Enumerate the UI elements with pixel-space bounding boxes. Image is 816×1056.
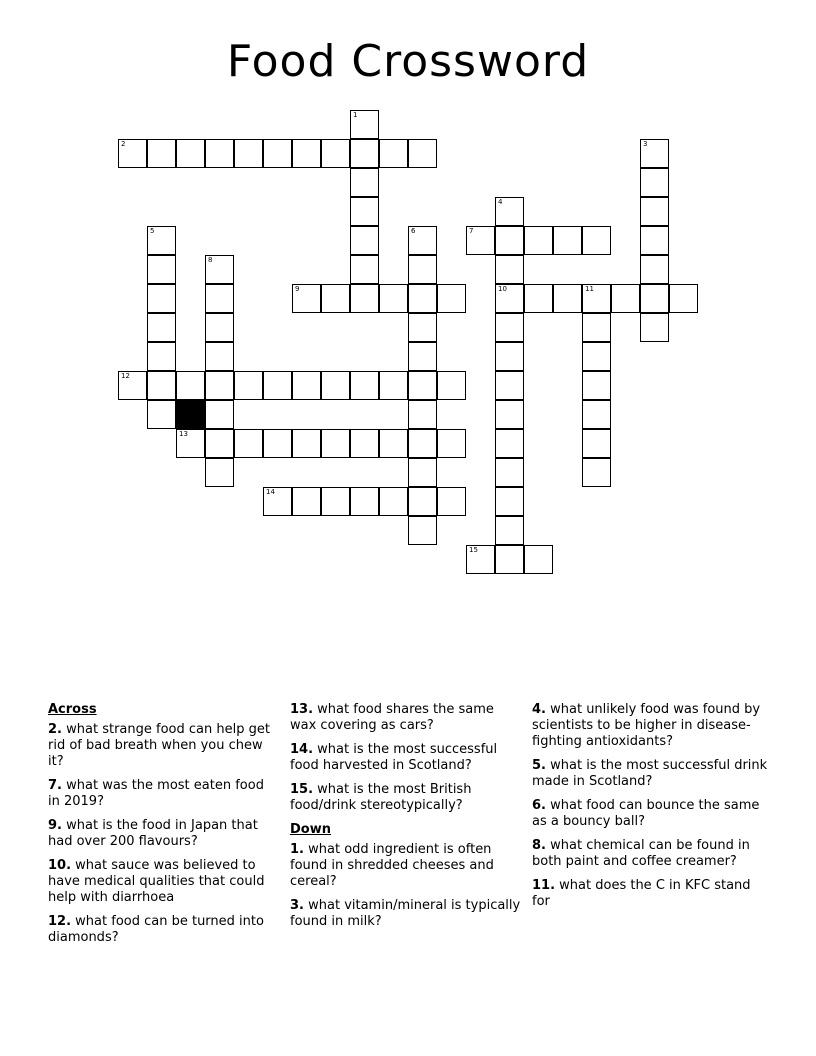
- crossword-cell[interactable]: [640, 284, 669, 313]
- clue-across-2: 2. what strange food can help get rid of bad breath when you chew it?: [48, 722, 270, 769]
- crossword-cell[interactable]: [408, 400, 437, 429]
- clue-number: 13: [179, 430, 188, 438]
- clue-across-14: 14. what is the most successful food harvested in Scotland?: [290, 742, 498, 773]
- clue-down-1: 1. what odd ingredient is often found in shredded cheeses and cereal?: [290, 842, 494, 889]
- crossword-cell[interactable]: [495, 255, 524, 284]
- crossword-cell[interactable]: [408, 313, 437, 342]
- crossword-cell[interactable]: [263, 487, 292, 516]
- crossword-cell[interactable]: [437, 284, 466, 313]
- crossword-cell[interactable]: [205, 371, 234, 400]
- crossword-cell[interactable]: [205, 255, 234, 284]
- down-heading: Down: [290, 822, 331, 837]
- crossword-cell[interactable]: [495, 516, 524, 545]
- crossword-cell[interactable]: [292, 284, 321, 313]
- crossword-cell[interactable]: [408, 487, 437, 516]
- crossword-cell[interactable]: [379, 139, 408, 168]
- crossword-cell[interactable]: [495, 429, 524, 458]
- clue-number: 11: [585, 285, 594, 293]
- clue-number: 14: [266, 488, 275, 496]
- crossword-cell[interactable]: [234, 139, 263, 168]
- crossword-cell[interactable]: [640, 226, 669, 255]
- across-heading: Across: [48, 702, 97, 717]
- clue-number: 10: [498, 285, 507, 293]
- crossword-cell[interactable]: [582, 284, 611, 313]
- crossword-cell[interactable]: [263, 371, 292, 400]
- crossword-cell[interactable]: [147, 226, 176, 255]
- crossword-cell[interactable]: [350, 226, 379, 255]
- clue-number: 7: [469, 227, 474, 235]
- crossword-cell[interactable]: [205, 400, 234, 429]
- crossword-cell[interactable]: [611, 284, 640, 313]
- crossword-cell[interactable]: [582, 429, 611, 458]
- crossword-cell[interactable]: [234, 429, 263, 458]
- crossword-cell[interactable]: [147, 139, 176, 168]
- crossword-cell[interactable]: [147, 255, 176, 284]
- crossword-cell[interactable]: [292, 487, 321, 516]
- crossword-cell[interactable]: [640, 255, 669, 284]
- crossword-cell[interactable]: [176, 139, 205, 168]
- crossword-cell[interactable]: [408, 371, 437, 400]
- crossword-cell[interactable]: [408, 516, 437, 545]
- crossword-cell[interactable]: [408, 255, 437, 284]
- clue-number: 15: [469, 546, 478, 554]
- clue-across-12: 12. what food can be turned into diamonds?: [48, 914, 264, 945]
- crossword-cell[interactable]: [582, 371, 611, 400]
- clue-number: 12: [121, 372, 130, 380]
- crossword-cell[interactable]: [234, 371, 263, 400]
- crossword-cell[interactable]: [408, 342, 437, 371]
- crossword-cell[interactable]: [379, 371, 408, 400]
- crossword-cell[interactable]: [176, 429, 205, 458]
- crossword-cell[interactable]: [118, 371, 147, 400]
- crossword-cell[interactable]: [466, 545, 495, 574]
- crossword-cell[interactable]: [669, 284, 698, 313]
- clue-across-10: 10. what sauce was believed to have medical qualities that could help with diarrhoea: [48, 858, 265, 905]
- clue-number: 3: [643, 140, 648, 148]
- crossword-cell[interactable]: [495, 284, 524, 313]
- crossword-cell[interactable]: [553, 284, 582, 313]
- crossword-cell[interactable]: [176, 371, 205, 400]
- crossword-cell[interactable]: [495, 371, 524, 400]
- crossword-cell[interactable]: [292, 429, 321, 458]
- crossword-cell[interactable]: [408, 226, 437, 255]
- crossword-cell[interactable]: [379, 487, 408, 516]
- crossword-cell[interactable]: [350, 255, 379, 284]
- crossword-cell[interactable]: [582, 342, 611, 371]
- crossword-cell[interactable]: [118, 139, 147, 168]
- crossword-cell[interactable]: [408, 429, 437, 458]
- crossword-cell[interactable]: [495, 226, 524, 255]
- crossword-cell[interactable]: [205, 429, 234, 458]
- clue-across-9: 9. what is the food in Japan that had over 200 flavours?: [48, 818, 258, 849]
- page-title: Food Crossword: [226, 36, 590, 87]
- crossword-cell[interactable]: [408, 139, 437, 168]
- crossword-cell[interactable]: [466, 226, 495, 255]
- crossword-cell[interactable]: [350, 487, 379, 516]
- crossword-cell[interactable]: [495, 545, 524, 574]
- crossword-cell[interactable]: [495, 458, 524, 487]
- crossword-cell[interactable]: [263, 429, 292, 458]
- crossword-cell[interactable]: [408, 284, 437, 313]
- crossword-cell[interactable]: [147, 342, 176, 371]
- crossword-cell[interactable]: [524, 226, 553, 255]
- crossword-cell[interactable]: [292, 139, 321, 168]
- clues-column-1: [48, 702, 276, 954]
- crossword-cell[interactable]: [582, 458, 611, 487]
- crossword-cell[interactable]: [321, 371, 350, 400]
- crossword-cell[interactable]: [350, 168, 379, 197]
- crossword-cell[interactable]: [350, 139, 379, 168]
- crossword-cell[interactable]: [350, 371, 379, 400]
- clue-number: 9: [295, 285, 300, 293]
- crossword-cell[interactable]: [350, 197, 379, 226]
- clue-down-3: 3. what vitamin/mineral is typically found in milk?: [290, 898, 521, 929]
- clue-number: 8: [208, 256, 213, 264]
- crossword-cell[interactable]: [640, 313, 669, 342]
- clue-number: 1: [353, 111, 358, 119]
- clue-down-4: 4. what unlikely food was found by scientists to be higher in disease-fighting antioxidants?: [532, 702, 761, 749]
- crossword-cell[interactable]: [437, 429, 466, 458]
- crossword-cell[interactable]: [437, 487, 466, 516]
- crossword-cell[interactable]: [147, 371, 176, 400]
- crossword-cell[interactable]: [147, 284, 176, 313]
- crossword-cell[interactable]: [524, 545, 553, 574]
- clue-number: 2: [121, 140, 126, 148]
- crossword-cell[interactable]: [379, 284, 408, 313]
- crossword-cell[interactable]: [350, 284, 379, 313]
- crossword-cell[interactable]: [495, 342, 524, 371]
- crossword-cell[interactable]: [205, 342, 234, 371]
- crossword-cell[interactable]: [263, 139, 292, 168]
- crossword-cell[interactable]: [350, 110, 379, 139]
- clue-down-6: 6. what food can bounce the same as a bouncy ball?: [532, 798, 760, 829]
- crossword-cell[interactable]: [379, 429, 408, 458]
- clue-number: 6: [411, 227, 416, 235]
- crossword-cell[interactable]: [321, 284, 350, 313]
- crossword-cell[interactable]: [524, 284, 553, 313]
- crossword-cell[interactable]: [205, 458, 234, 487]
- crossword-cell[interactable]: [350, 429, 379, 458]
- clue-number: 4: [498, 198, 503, 206]
- crossword-cell[interactable]: [582, 400, 611, 429]
- crossword-cell[interactable]: [553, 226, 582, 255]
- crossword-cell[interactable]: [408, 458, 437, 487]
- crossword-cell[interactable]: [147, 400, 176, 429]
- crossword-cell[interactable]: [495, 487, 524, 516]
- clue-down-11: 11. what does the C in KFC stand for: [532, 878, 751, 909]
- clues-column-3: [532, 702, 768, 918]
- clue-across-15: 15. what is the most British food/drink stereotypically?: [290, 782, 472, 813]
- crossword-cell[interactable]: [495, 313, 524, 342]
- crossword-cell[interactable]: [582, 226, 611, 255]
- crossword-cell[interactable]: [321, 429, 350, 458]
- crossword-cell[interactable]: [147, 313, 176, 342]
- black-square: [176, 400, 205, 429]
- crossword-cell[interactable]: [495, 197, 524, 226]
- clue-across-13: 13. what food shares the same wax covering as cars?: [290, 702, 494, 733]
- clues-column-2: [290, 702, 522, 938]
- crossword-cell[interactable]: [437, 371, 466, 400]
- crossword-cell[interactable]: [582, 313, 611, 342]
- crossword-cell[interactable]: [205, 139, 234, 168]
- crossword-cell[interactable]: [321, 487, 350, 516]
- clue-down-8: 8. what chemical can be found in both paint and coffee creamer?: [532, 838, 750, 869]
- crossword-cell[interactable]: [640, 197, 669, 226]
- crossword-cell[interactable]: [292, 371, 321, 400]
- crossword-cell[interactable]: [640, 139, 669, 168]
- clue-number: 5: [150, 227, 155, 235]
- clue-down-5: 5. what is the most successful drink made in Scotland?: [532, 758, 768, 789]
- crossword-cell[interactable]: [205, 284, 234, 313]
- crossword-cell[interactable]: [640, 168, 669, 197]
- clue-across-7: 7. what was the most eaten food in 2019?: [48, 778, 264, 809]
- crossword-cell[interactable]: [495, 400, 524, 429]
- crossword-cell[interactable]: [205, 313, 234, 342]
- crossword-cell[interactable]: [321, 139, 350, 168]
